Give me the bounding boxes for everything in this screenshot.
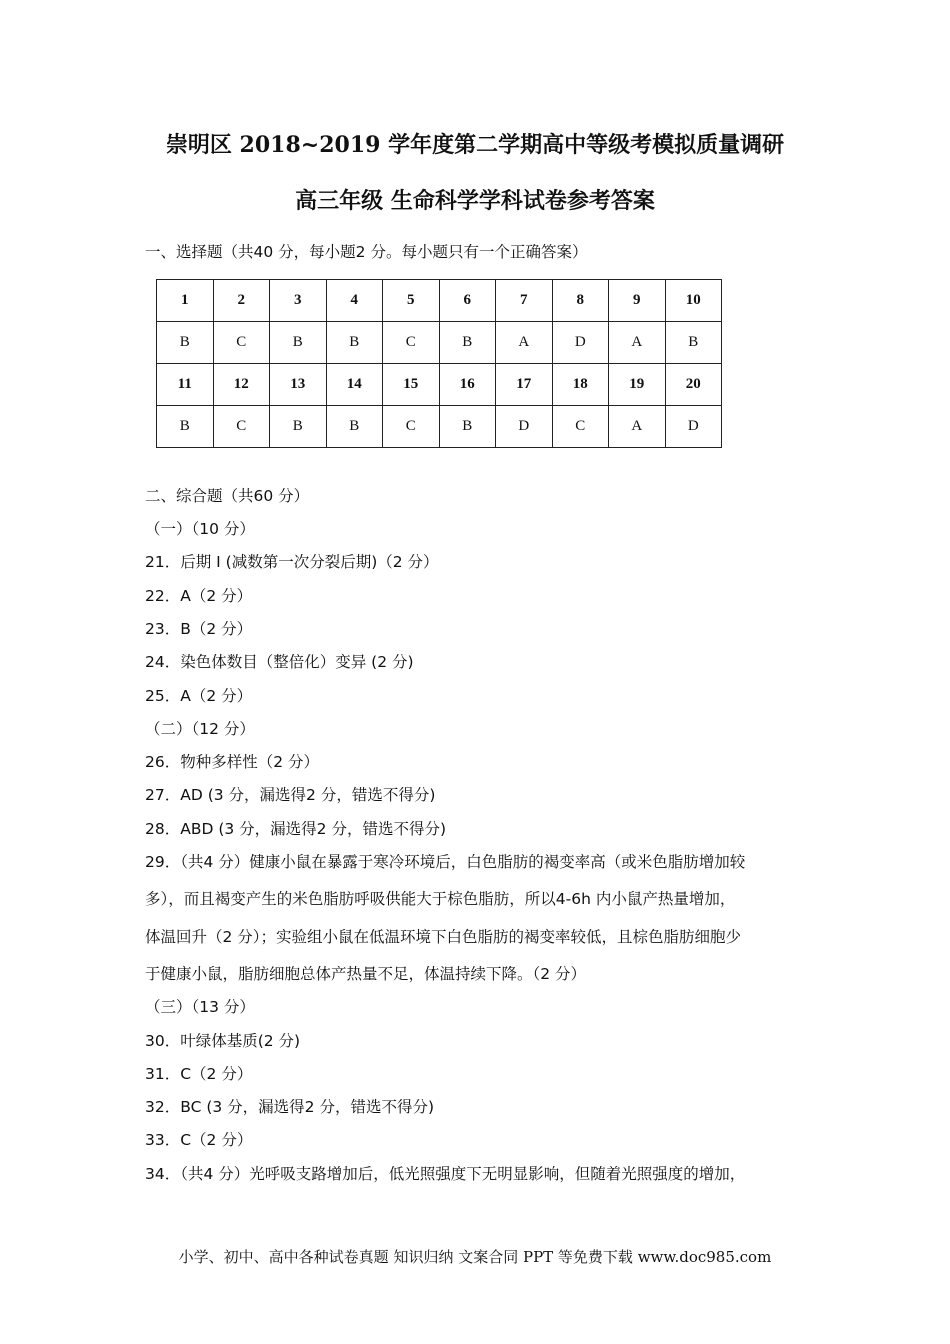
page-footer: 小学、初中、高中各种试卷真题 知识归纳 文案合同 PPT 等免费下载 www.doc985.com bbox=[178, 1248, 772, 1266]
section-heading-choice: 一、选择题（共40 分，每小题2 分。每小题只有一个正确答案） bbox=[145, 243, 588, 261]
table-cell: 16 bbox=[439, 364, 496, 406]
answer-paragraph-line: 体温回升（2 分）；实验组小鼠在低温环境下白色脂肪的褐变率较低，且棕色脂肪细胞少 bbox=[145, 928, 742, 946]
answer-paragraph-line: 多），而且褐变产生的米色脂肪呼吸供能大于棕色脂肪，所以4-6h 内小鼠产热量增加， bbox=[145, 890, 736, 908]
answer-table bbox=[156, 279, 722, 448]
table-cell: C bbox=[552, 406, 609, 448]
table-cell: C bbox=[383, 322, 440, 364]
table-row bbox=[157, 322, 722, 364]
table-cell: 9 bbox=[609, 280, 666, 322]
answer-line: 33．C（2 分） bbox=[145, 1131, 253, 1149]
table-cell: 17 bbox=[496, 364, 553, 406]
table-cell: 6 bbox=[439, 280, 496, 322]
table-row bbox=[157, 364, 722, 406]
subsection-heading: （一）（10 分） bbox=[145, 520, 255, 538]
table-cell: B bbox=[326, 406, 383, 448]
table-cell: 20 bbox=[665, 364, 722, 406]
table-cell: B bbox=[326, 322, 383, 364]
table-cell: 7 bbox=[496, 280, 553, 322]
answer-line: 32．BC (3 分，漏选得2 分，错选不得分) bbox=[145, 1098, 435, 1116]
table-cell: C bbox=[213, 406, 270, 448]
table-cell: 5 bbox=[383, 280, 440, 322]
table-cell: 11 bbox=[157, 364, 214, 406]
table-cell: C bbox=[213, 322, 270, 364]
table-cell: A bbox=[609, 406, 666, 448]
table-cell: B bbox=[439, 406, 496, 448]
answer-paragraph-line: 于健康小鼠，脂肪细胞总体产热量不足，体温持续下降。（2 分） bbox=[145, 965, 587, 983]
table-cell: 3 bbox=[270, 280, 327, 322]
answer-line: 28．ABD (3 分，漏选得2 分，错选不得分) bbox=[145, 820, 446, 838]
answer-line: 25．A（2 分） bbox=[145, 687, 253, 705]
table-cell: D bbox=[552, 322, 609, 364]
table-cell: 4 bbox=[326, 280, 383, 322]
table-row bbox=[157, 406, 722, 448]
table-cell: 10 bbox=[665, 280, 722, 322]
table-cell: A bbox=[496, 322, 553, 364]
table-cell: D bbox=[496, 406, 553, 448]
answer-line: 27．AD (3 分，漏选得2 分，错选不得分) bbox=[145, 786, 436, 804]
table-cell: B bbox=[157, 406, 214, 448]
table-cell: C bbox=[383, 406, 440, 448]
answer-line: 30．叶绿体基质(2 分) bbox=[145, 1032, 301, 1050]
table-cell: B bbox=[270, 322, 327, 364]
answer-paragraph-line: 34．（共4 分）光呼吸支路增加后，低光照强度下无明显影响，但随着光照强度的增加， bbox=[145, 1165, 746, 1183]
table-cell: 13 bbox=[270, 364, 327, 406]
table-cell: 8 bbox=[552, 280, 609, 322]
table-cell: B bbox=[157, 322, 214, 364]
table-cell: B bbox=[439, 322, 496, 364]
table-cell: 2 bbox=[213, 280, 270, 322]
answer-line: 24．染色体数目（整倍化）变异 (2 分) bbox=[145, 653, 414, 671]
subsection-heading: （三）（13 分） bbox=[145, 998, 255, 1016]
table-cell: 18 bbox=[552, 364, 609, 406]
table-cell: 1 bbox=[157, 280, 214, 322]
answer-line: 23．B（2 分） bbox=[145, 620, 253, 638]
page-title: 崇明区 2018~2019 学年度第二学期高中等级考模拟质量调研 bbox=[165, 132, 785, 158]
answer-line: 26．物种多样性（2 分） bbox=[145, 753, 320, 771]
answer-line: 31．C（2 分） bbox=[145, 1065, 253, 1083]
table-row bbox=[157, 280, 722, 322]
answer-paragraph-line: 29．（共4 分）健康小鼠在暴露于寒冷环境后，白色脂肪的褐变率高（或米色脂肪增加较 bbox=[145, 853, 746, 871]
table-cell: 19 bbox=[609, 364, 666, 406]
table-cell: B bbox=[665, 322, 722, 364]
table-cell: 15 bbox=[383, 364, 440, 406]
answer-line: 22．A（2 分） bbox=[145, 587, 253, 605]
table-cell: A bbox=[609, 322, 666, 364]
answer-line: 21．后期 I (减数第一次分裂后期)（2 分） bbox=[145, 553, 439, 571]
table-cell: B bbox=[270, 406, 327, 448]
section-heading-comprehensive: 二、综合题（共60 分） bbox=[145, 487, 310, 505]
table-cell: D bbox=[665, 406, 722, 448]
subsection-heading: （二）（12 分） bbox=[145, 720, 255, 738]
table-cell: 12 bbox=[213, 364, 270, 406]
table-cell: 14 bbox=[326, 364, 383, 406]
page-subtitle: 高三年级 生命科学学科试卷参考答案 bbox=[295, 188, 655, 214]
